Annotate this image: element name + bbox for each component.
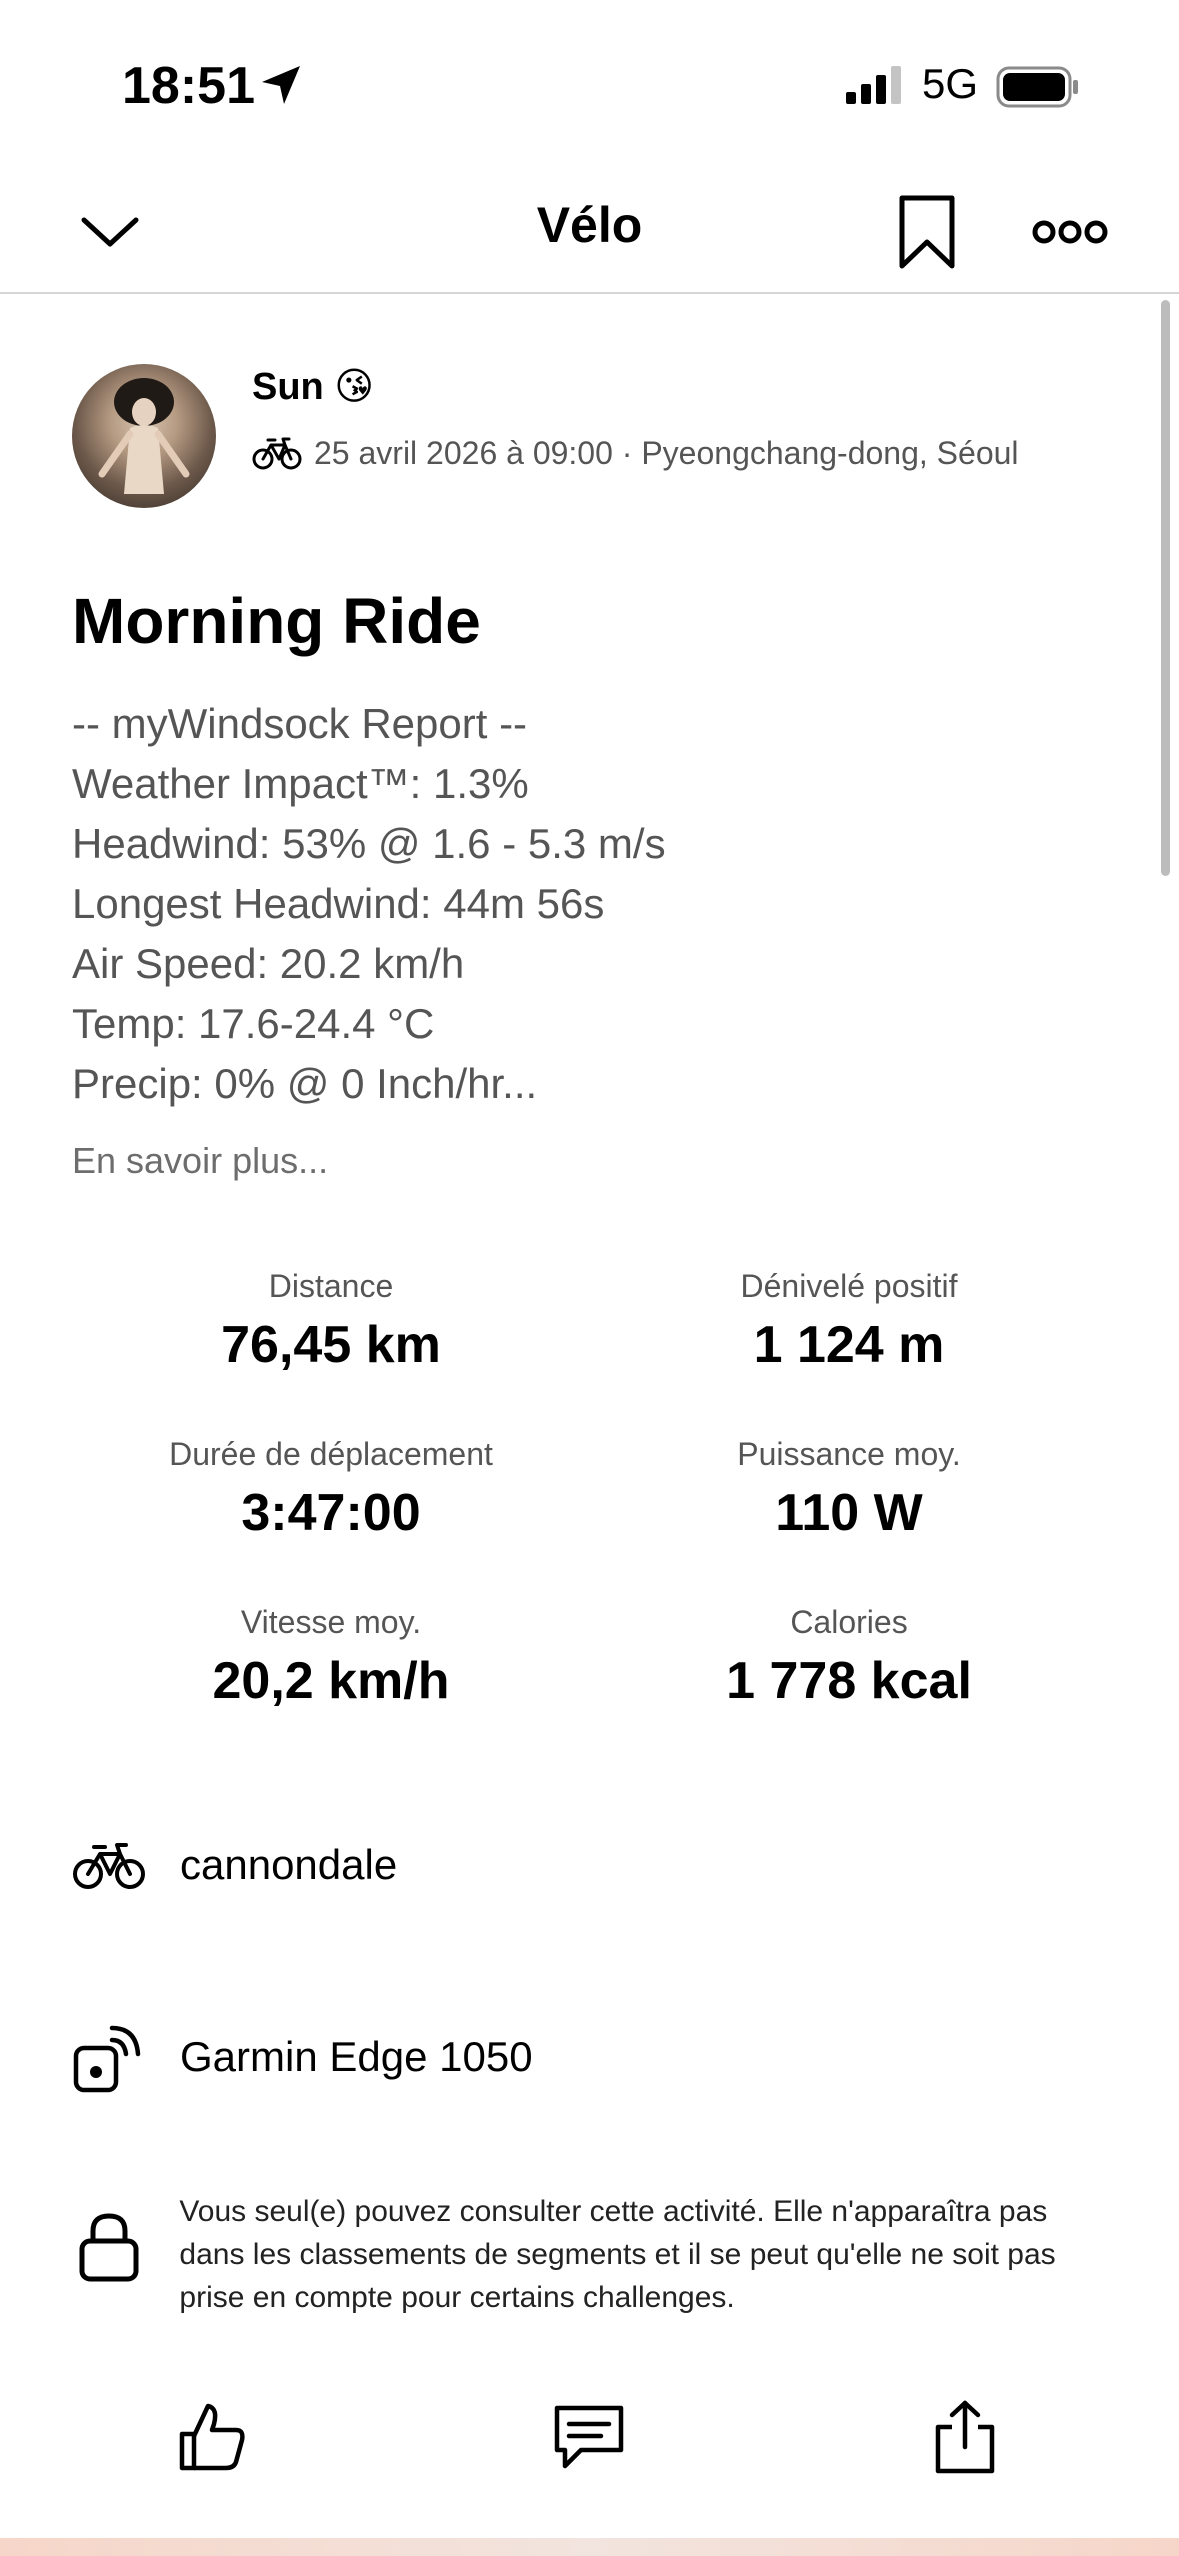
device-name: Garmin Edge 1050: [180, 2033, 533, 2080]
stat-value: 110 W: [775, 1484, 923, 1542]
author-name[interactable]: Sun 😘: [252, 366, 374, 408]
status-time: 18:51: [122, 57, 255, 115]
bottom-strip: [0, 2538, 1179, 2556]
bike-icon: [72, 1839, 146, 1891]
bike-name: cannondale: [180, 1841, 398, 1888]
action-bar: [0, 2380, 1179, 2490]
avatar[interactable]: [72, 364, 216, 508]
thumbs-up-icon: [174, 2400, 248, 2474]
page-title: Vélo: [536, 197, 643, 253]
description-line: Headwind: 53% @ 1.6 - 5.3 m/s: [72, 820, 666, 867]
stat-value: 20,2 km/h: [212, 1652, 450, 1710]
bike-row[interactable]: [72, 1828, 1112, 1902]
stat-value: 76,45 km: [221, 1316, 441, 1374]
activity-title: Morning Ride: [72, 585, 481, 657]
stat-avg-speed: [72, 1598, 590, 1716]
stat-label: Dénivelé positif: [740, 1268, 958, 1304]
bike-icon: [252, 435, 302, 471]
bike-icon-wrap: [72, 1828, 146, 1902]
description-line: -- myWindsock Report --: [72, 700, 528, 747]
network-type: 5G: [922, 60, 979, 107]
stat-elevation: [590, 1262, 1108, 1380]
stat-label: Durée de déplacement: [169, 1436, 493, 1472]
scrollbar[interactable]: [1161, 300, 1170, 876]
read-more-link[interactable]: En savoir plus...: [72, 1140, 329, 1181]
like-button[interactable]: [166, 2392, 256, 2482]
stat-label: Puissance moy.: [737, 1436, 961, 1472]
privacy-notice: [72, 2190, 1112, 2319]
bookmark-icon[interactable]: [892, 192, 962, 272]
description-line: Precip: 0% @ 0 Inch/hr...: [72, 1060, 538, 1107]
stat-calories: [590, 1598, 1108, 1716]
activity-description: [72, 694, 1112, 1114]
status-bar: [0, 0, 1179, 170]
description-line: Air Speed: 20.2 km/h: [72, 940, 465, 987]
device-icon: [72, 2020, 146, 2094]
stat-value: 1 778 kcal: [726, 1652, 972, 1710]
stat-label: Vitesse moy.: [240, 1604, 422, 1640]
activity-meta: [252, 428, 1019, 478]
privacy-text: Vous seul(e) pouvez consulter cette activité. Elle n'apparaîtra pas dans les classements de segments et il se peut qu'elle ne soit pas prise en compte pour certains challenges.: [179, 2195, 1056, 2314]
stat-value: 1 124 m: [753, 1316, 945, 1374]
stat-label: Distance: [268, 1268, 394, 1304]
stat-label: Calories: [790, 1604, 908, 1640]
description-line: Weather Impact™: 1.3%: [72, 760, 529, 807]
nav-bar: [0, 170, 1179, 294]
avatar-figure: [72, 364, 216, 508]
stat-distance: [72, 1262, 590, 1380]
comment-button[interactable]: [544, 2392, 634, 2482]
location-arrow-icon: [258, 62, 304, 108]
stat-moving-time: [72, 1430, 590, 1548]
lock-icon: [78, 2211, 140, 2283]
device-icon-wrap: [72, 2020, 146, 2094]
more-icon[interactable]: [1030, 206, 1110, 258]
share-button[interactable]: [920, 2392, 1010, 2482]
description-line: Longest Headwind: 44m 56s: [72, 880, 605, 927]
stat-avg-power: [590, 1430, 1108, 1548]
activity-date-location: 25 avril 2026 à 09:00 · Pyeongchang-dong, Séoul: [314, 434, 1019, 471]
lock-icon-wrap: [72, 2210, 145, 2284]
device-row[interactable]: [72, 2020, 1112, 2094]
battery-icon: [996, 64, 1080, 110]
stat-value: 3:47:00: [241, 1484, 421, 1542]
comment-icon: [551, 2402, 627, 2472]
signal-icon: [844, 64, 906, 106]
description-line: Temp: 17.6-24.4 °C: [72, 1000, 435, 1047]
share-icon: [932, 2399, 998, 2475]
